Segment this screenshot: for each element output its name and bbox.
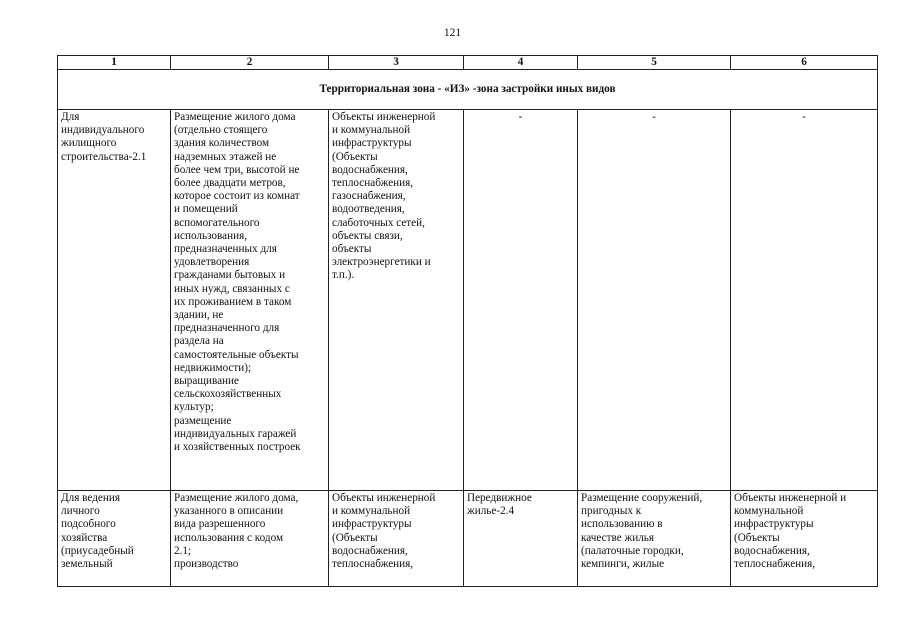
table-row xyxy=(58,110,878,491)
table-cell: Для ведения личного подсобного хозяйства (приусадебный земельный xyxy=(58,491,171,587)
header-cell: 3 xyxy=(329,56,464,70)
table-cell: Объекты инженерной и коммунальной инфраструктуры (Объекты водоснабжения, теплоснабжения, xyxy=(731,491,878,587)
header-cell: 4 xyxy=(464,56,578,70)
table-cell: - xyxy=(578,110,731,491)
header-cell: 5 xyxy=(578,56,731,70)
zoning-table xyxy=(57,55,878,587)
table-cell: Передвижное жилье-2.4 xyxy=(464,491,578,587)
table-cell: Размещение жилого дома (отдельно стоящего здания количеством надземных этажей не более чем три, высотой не более двадцати метров, которое состоит из комнат и помещений вспомогательного использования, предназначенных для удовлетворения гражданами бытовых и иных нужд, связанных с их проживанием в таком здании, не предназначенного для раздела на самостоятельные объекты недвижимости); выращивание сельскохозяйственных культур; размещение индивидуальных гаражей и хозяйственных построек xyxy=(171,110,329,491)
table-cell: - xyxy=(464,110,578,491)
table-row xyxy=(58,491,878,587)
table-cell: Объекты инженерной и коммунальной инфраструктуры (Объекты водоснабжения, теплоснабжения, xyxy=(329,491,464,587)
header-cell: 6 xyxy=(731,56,878,70)
header-cell: 2 xyxy=(171,56,329,70)
table-cell: - xyxy=(731,110,878,491)
page-number: 121 xyxy=(443,27,462,39)
zone-title: Территориальная зона - «ИЗ» -зона застройки иных видов xyxy=(58,70,878,110)
table-cell: Размещение жилого дома, указанного в описании вида разрешенного использования с кодом 2.1; производство xyxy=(171,491,329,587)
table-cell: Размещение сооружений, пригодных к использованию в качестве жилья (палаточные городки, кемпинги, жилые xyxy=(578,491,731,587)
zone-title-row xyxy=(58,70,878,110)
table-cell: Объекты инженерной и коммунальной инфраструктуры (Объекты водоснабжения, теплоснабжения, газоснабжения, водоотведения, слаботочных сетей, объекты связи, объекты электроэнергетики и т.п.). xyxy=(329,110,464,491)
header-cell: 1 xyxy=(58,56,171,70)
table-cell: Для индивидуального жилищного строительства-2.1 xyxy=(58,110,171,491)
header-row xyxy=(58,56,878,70)
